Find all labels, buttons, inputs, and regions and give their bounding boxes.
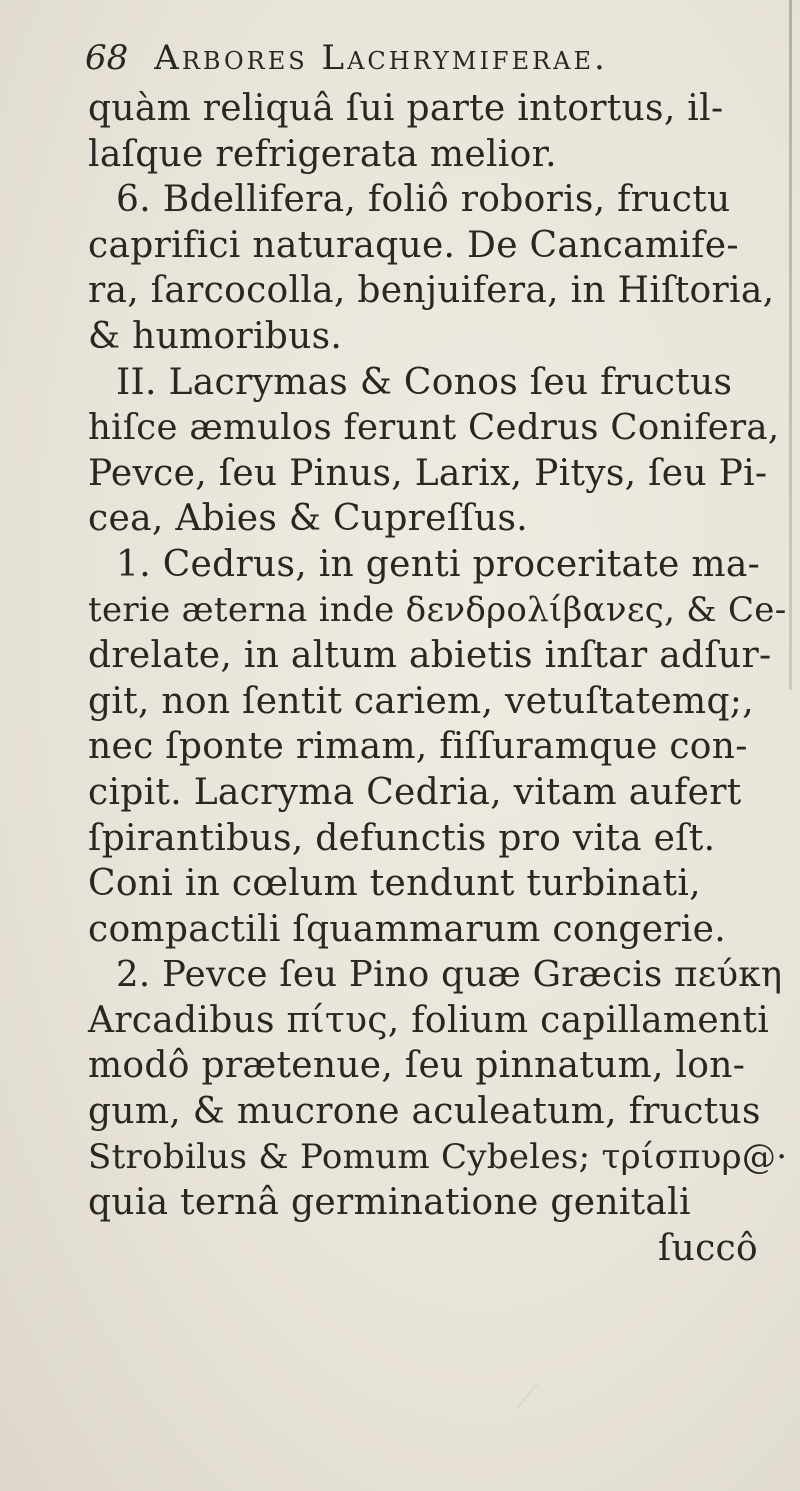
text-line: Arcadibus πίτυς, folium capillamenti: [88, 999, 770, 1041]
text-line: 2. Pevce ſeu Pino quæ Græcis πεύκη: [116, 954, 783, 996]
catchword: ſuccô: [657, 1227, 758, 1269]
text-line: caprifici naturaque. De Cancamife-: [88, 224, 739, 266]
text-line: nec ſponte rimam, fiſſuramque con-: [88, 726, 748, 768]
text-line: 6. Bdellifera, foliô roboris, fructu: [116, 179, 731, 221]
paper-crease: [517, 1384, 583, 1446]
page-header: [85, 38, 608, 86]
text-line: ra, ſarcocolla, benjuifera, in Hiſtoria,: [88, 270, 775, 312]
text-line: cipit. Lacryma Cedria, vitam aufert: [88, 771, 742, 813]
text-line: Pevce, ſeu Pinus, Larix, Pitys, ſeu Pi-: [88, 452, 768, 494]
text-line: drelate, in altum abietis inſtar adſur-: [88, 635, 772, 677]
text-line: Strobilus & Pomum Cybeles; τρίσπυρ@·: [88, 1136, 788, 1177]
text-line: compactili ſquammarum congerie.: [88, 908, 726, 950]
text-line: terie æterna inde δενδρολίβανες, & Ce-: [88, 589, 787, 630]
text-line: modô prætenue, ſeu pinnatum, lon-: [88, 1045, 746, 1087]
text-line: & humoribus.: [88, 315, 343, 357]
text-line: git, non ſentit cariem, vetuſtatemq;,: [88, 680, 754, 722]
text-line: hiſce æmulos ferunt Cedrus Conifera,: [88, 407, 780, 449]
body-text: [88, 86, 788, 1271]
text-line: gum, & mucrone aculeatum, fructus: [88, 1091, 761, 1133]
text-line: laſque refrigerata melior.: [88, 133, 557, 175]
text-line: quàm reliquâ ſui parte intortus, il-: [88, 88, 724, 129]
page-number: 68: [85, 38, 129, 78]
running-head: Arbores Lachrymiferae.: [154, 38, 608, 78]
page-edge-shadow: [789, 0, 792, 690]
text-line: 1. Cedrus, in genti proceritate ma-: [116, 543, 761, 585]
text-line: Coni in cœlum tendunt turbinati,: [88, 863, 701, 905]
text-line: cea, Abies & Cupreſſus.: [88, 498, 529, 540]
text-line: quia ternâ germinatione genitali: [88, 1182, 691, 1224]
text-line: ſpirantibus, defunctis pro vita eſt.: [88, 817, 716, 859]
text-line: II. Lacrymas & Conos ſeu fructus: [116, 361, 733, 403]
